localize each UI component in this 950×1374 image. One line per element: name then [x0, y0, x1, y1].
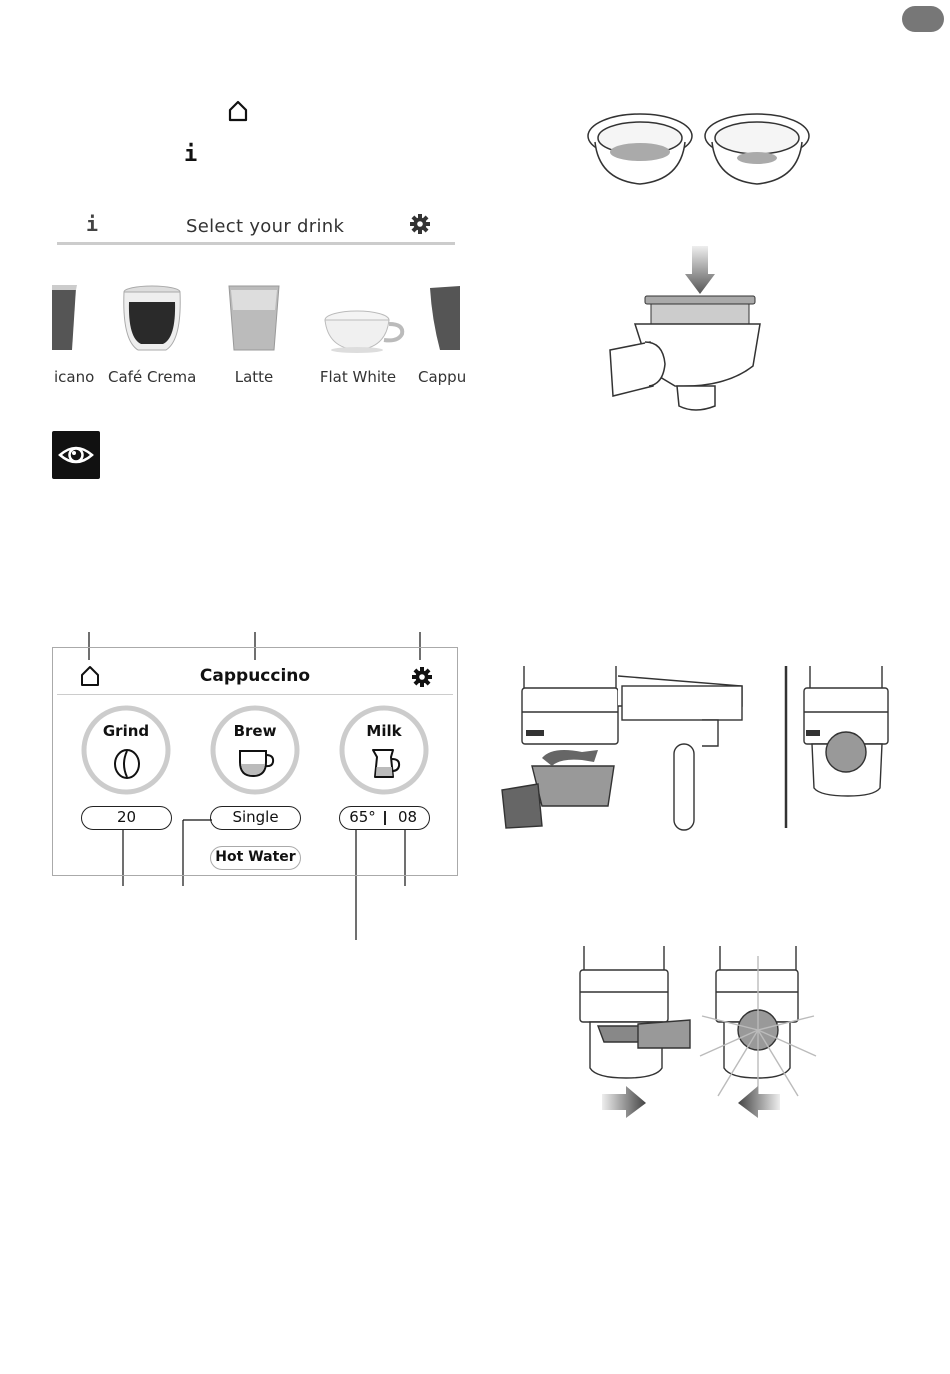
drink-carousel	[52, 280, 460, 360]
dial-label-milk: Milk	[366, 722, 402, 740]
milk-jug-icon[interactable]	[369, 747, 405, 781]
page-tab	[902, 6, 944, 32]
screen2-gear-icon[interactable]	[411, 666, 433, 688]
drink-label-latte[interactable]: Latte	[234, 368, 274, 386]
milk-texture[interactable]: 08	[397, 808, 418, 826]
cappuccino-screen	[52, 647, 458, 876]
drink-label-americano[interactable]: icano	[54, 368, 95, 386]
screen1-info-icon[interactable]: i	[86, 212, 99, 236]
cup-icon[interactable]	[236, 748, 278, 780]
hot-water-button[interactable]: Hot Water	[210, 846, 301, 870]
screen1-gear-icon[interactable]	[409, 213, 431, 235]
dial-label-grind: Grind	[102, 722, 150, 740]
group-head-insert-illustration	[502, 666, 892, 830]
milk-temperature[interactable]: 65°	[349, 808, 376, 826]
group-head-lock-illustration	[578, 946, 823, 1118]
screen2-title: Cappuccino	[199, 666, 311, 686]
coffee-bean-icon[interactable]	[112, 748, 142, 780]
screen1-divider	[57, 242, 455, 245]
screen2-divider	[57, 694, 453, 695]
screen1-title: Select your drink	[186, 216, 345, 237]
milk-settings-pill[interactable]	[339, 806, 430, 830]
filter-baskets-illustration	[585, 108, 815, 193]
brew-value-pill[interactable]: Single	[210, 806, 301, 830]
dial-label-brew: Brew	[233, 722, 277, 740]
drink-label-cappuccino[interactable]: Cappu	[418, 368, 467, 386]
eye-icon	[52, 431, 100, 479]
home-icon	[227, 99, 249, 123]
drink-label-cafe-crema[interactable]: Café Crema	[108, 368, 197, 386]
info-icon: i	[184, 142, 198, 167]
grind-value-pill[interactable]: 20	[81, 806, 172, 830]
portafilter-insert-illustration	[605, 246, 765, 416]
drink-label-flat-white[interactable]: Flat White	[319, 368, 397, 386]
